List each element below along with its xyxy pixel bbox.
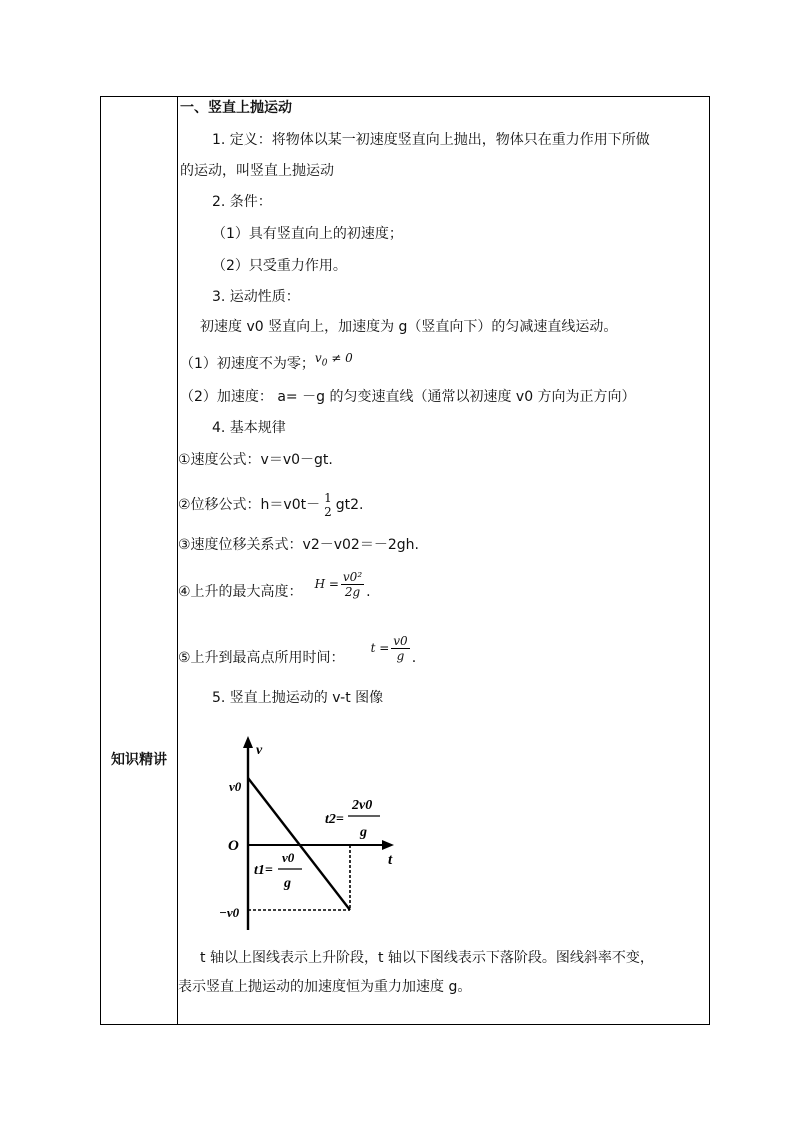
law-rise-time: [178, 633, 416, 683]
law-2-label: ②位移公式：h＝v0t－: [178, 497, 321, 513]
v-axis-arrow-icon: [243, 736, 253, 748]
condition-title: 2. 条件：: [212, 194, 272, 210]
t2-numerator: 2v0: [352, 798, 373, 813]
law-max-height: [178, 568, 371, 616]
law-displacement: [178, 480, 363, 530]
nature-line: 初速度 v0 竖直向上，加速度为 g（竖直向下）的匀减速直线运动。: [200, 319, 618, 335]
law-velocity-displacement: ③速度位移关系式：v2－v02＝－2gh.: [178, 537, 419, 553]
case-1-text: （1）初速度不为零；: [180, 356, 315, 372]
v0-label: v0: [229, 779, 242, 794]
law-5-label: ⑤上升到最高点所用时间：: [178, 650, 345, 666]
column-divider: [177, 97, 178, 1024]
law-4-label: ④上升的最大高度：: [178, 584, 303, 600]
summary-line-2: 表示竖直上抛运动的加速度恒为重力加速度 g。: [178, 979, 472, 995]
origin-label: O: [228, 838, 239, 854]
content-table: [100, 96, 710, 1025]
nature-title: 3. 运动性质：: [212, 289, 300, 305]
t-axis-label: t: [388, 852, 393, 868]
law-4-lhs: H =: [314, 577, 339, 591]
law-5-fraction: $\frac{v0}{g}$: [393, 633, 408, 663]
law-velocity: ①速度公式：v＝v0－gt.: [178, 452, 333, 468]
t1-denominator: g: [284, 876, 291, 891]
case-1-formula: $v_0 \ne 0$: [314, 351, 353, 369]
neg-v0-label: −v0: [219, 905, 240, 920]
law-4-fraction: $\frac{\text{v0²}}{2g}$: [342, 569, 363, 599]
law-2-fraction: 1 2: [324, 491, 332, 519]
t2-label: t2=: [325, 812, 344, 827]
definition-line-2: 的运动，叫竖直上抛运动: [180, 163, 334, 179]
case-2: （2）加速度： a= －g 的匀变速直线（通常以初速度 v0 方向为正方向）: [180, 389, 636, 405]
law-4-tail: .: [366, 584, 371, 600]
law-2-tail: gt2.: [335, 497, 364, 513]
vt-graph: [214, 734, 404, 934]
condition-2: （2）只受重力作用。: [212, 258, 347, 274]
side-label: 知识精讲: [111, 752, 167, 768]
definition-line-1: 1. 定义：将物体以某一初速度竖直向上抛出，物体只在重力作用下所做: [212, 132, 650, 148]
graph-title: 5. 竖直上抛运动的 v-t 图像: [212, 690, 384, 706]
t1-label: t1=: [254, 863, 273, 878]
law-5-lhs: t =: [370, 641, 390, 655]
t1-numerator: v0: [282, 850, 295, 865]
v-axis-label: v: [256, 743, 263, 758]
law-5-tail: .: [411, 650, 417, 666]
t2-denominator: g: [360, 825, 367, 840]
summary-line-1: t 轴以上图线表示上升阶段，t 轴以下图线表示下落阶段。图线斜率不变，: [200, 950, 654, 966]
t-axis-arrow-icon: [382, 840, 394, 850]
laws-title: 4. 基本规律: [212, 420, 286, 436]
condition-1: （1）具有竖直向上的初速度；: [212, 226, 403, 242]
section-heading: 一、竖直上抛运动: [180, 100, 292, 116]
case-1: [180, 351, 353, 378]
